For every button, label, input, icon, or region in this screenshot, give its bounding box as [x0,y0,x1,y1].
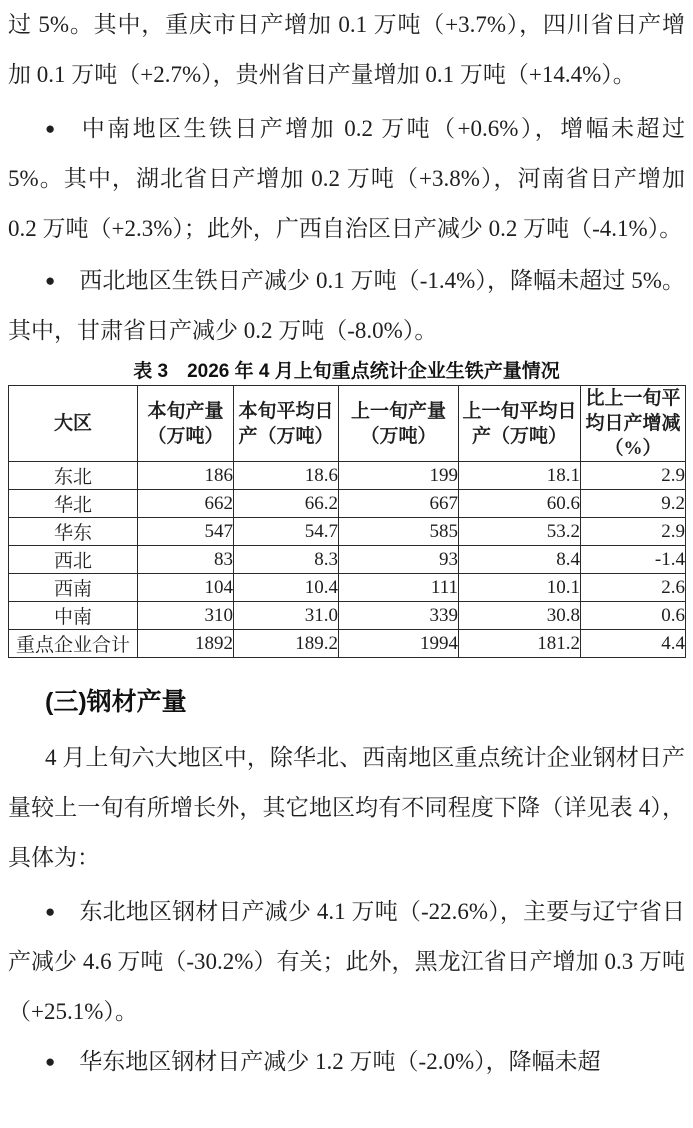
cell-change: -1.4 [581,546,686,574]
bullet-item-huadong-steel [8,1037,685,1087]
bullet-icon: ● [45,271,56,290]
cell-cur-daily: 189.2 [234,630,339,658]
pig-iron-output-table [8,385,686,658]
cell-region: 中南 [9,602,138,630]
column-header-region: 大区 [9,386,138,462]
cell-cur-output: 547 [138,518,234,546]
cell-region: 重点企业合计 [9,630,138,658]
bullet-item-dongbei-steel [8,887,685,1037]
table-row [9,518,686,546]
cell-cur-daily: 31.0 [234,602,339,630]
table-header-row [9,386,686,462]
cell-prev-output: 1994 [339,630,459,658]
cell-change: 9.2 [581,490,686,518]
cell-cur-daily: 18.6 [234,462,339,490]
cell-cur-output: 186 [138,462,234,490]
table-row [9,574,686,602]
table-title: 表 3 2026 年 4 月上旬重点统计企业生铁产量情况 [133,361,560,382]
column-header-change: 比上一旬平均日产增减（%） [581,386,686,462]
cell-change: 0.6 [581,602,686,630]
cell-cur-output: 662 [138,490,234,518]
column-header-prev-output: 上一旬产量（万吨） [339,386,459,462]
column-header-prev-daily: 上一旬平均日产（万吨） [459,386,581,462]
cell-region: 西南 [9,574,138,602]
cell-cur-daily: 54.7 [234,518,339,546]
cell-cur-daily: 8.3 [234,546,339,574]
cell-cur-output: 310 [138,602,234,630]
table-row [9,546,686,574]
bullet-text-huadong-steel: 华东地区钢材日产减少 1.2 万吨（-2.0%），降幅未超 [79,1049,601,1074]
cell-prev-output: 585 [339,518,459,546]
table-row [9,490,686,518]
paragraph-southwest-continuation: 过 5%。其中，重庆市日产增加 0.1 万吨（+3.7%），四川省日产增加 0.1 万吨（+2.7%），贵州省日产量增加 0.1 万吨（+14.4%）。 [8,12,685,87]
bullet-icon: ● [45,902,56,921]
cell-cur-output: 1892 [138,630,234,658]
bullet-text-zhongnan: 中南地区生铁日产增加 0.2 万吨（+0.6%），增幅未超过 5%。其中，湖北省日产增加 0.2 万吨（+3.8%），河南省日产增加 0.2 万吨（+2.3%）；此外，广西自治区日产减少 0.2 万吨（-4.1%）。 [8,116,685,241]
column-header-cur-output: 本旬产量（万吨） [138,386,234,462]
cell-change: 4.4 [581,630,686,658]
cell-prev-output: 111 [339,574,459,602]
cell-cur-output: 83 [138,546,234,574]
cell-change: 2.9 [581,518,686,546]
cell-prev-daily: 53.2 [459,518,581,546]
cell-prev-output: 93 [339,546,459,574]
section-heading-steel-output: (三)钢材产量 [45,688,187,716]
cell-region: 华北 [9,490,138,518]
cell-prev-daily: 60.6 [459,490,581,518]
bullet-item-xibei [8,256,685,356]
cell-cur-daily: 66.2 [234,490,339,518]
cell-prev-daily: 181.2 [459,630,581,658]
cell-cur-daily: 10.4 [234,574,339,602]
cell-region: 西北 [9,546,138,574]
cell-prev-output: 339 [339,602,459,630]
cell-change: 2.9 [581,462,686,490]
cell-prev-daily: 10.1 [459,574,581,602]
bullet-text-dongbei-steel: 东北地区钢材日产减少 4.1 万吨（-22.6%），主要与辽宁省日产减少 4.6 万吨（-30.2%）有关；此外，黑龙江省日产增加 0.3 万吨（+25.1%）。 [8,899,685,1024]
table-row-total [9,630,686,658]
cell-prev-daily: 18.1 [459,462,581,490]
table-row [9,602,686,630]
cell-change: 2.6 [581,574,686,602]
cell-prev-daily: 30.8 [459,602,581,630]
cell-cur-output: 104 [138,574,234,602]
column-header-cur-daily: 本旬平均日产（万吨） [234,386,339,462]
cell-region: 华东 [9,518,138,546]
cell-region: 东北 [9,462,138,490]
bullet-icon: ● [45,1052,56,1071]
cell-prev-daily: 8.4 [459,546,581,574]
bullet-text-xibei: 西北地区生铁日产减少 0.1 万吨（-1.4%），降幅未超过 5%。其中，甘肃省日产减少 0.2 万吨（-8.0%）。 [8,268,685,343]
bullet-item-zhongnan [8,104,685,254]
paragraph-steel-intro: 4 月上旬六大地区中，除华北、西南地区重点统计企业钢材日产量较上一旬有所增长外，其它地区均有不同程度下降（详见表 4），具体为： [8,745,685,870]
cell-prev-output: 199 [339,462,459,490]
table-row [9,462,686,490]
bullet-icon: ● [45,119,58,138]
cell-prev-output: 667 [339,490,459,518]
